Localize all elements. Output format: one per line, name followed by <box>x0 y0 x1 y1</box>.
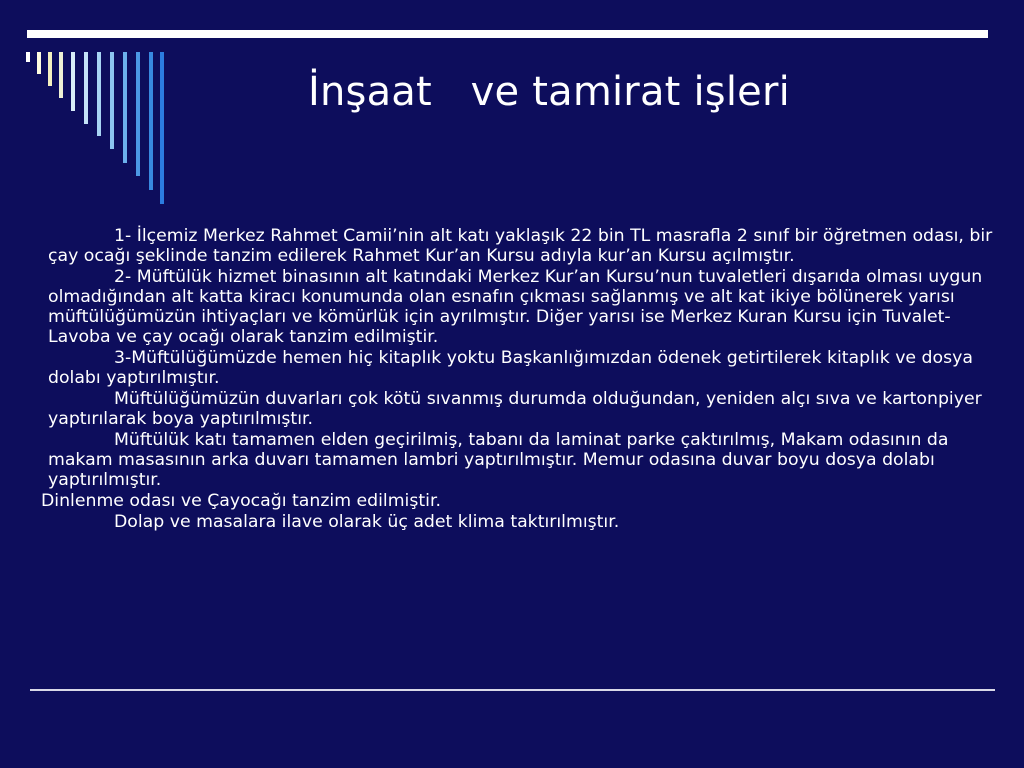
stripe-5 <box>71 52 75 111</box>
stripe-3 <box>48 52 52 86</box>
stripe-9 <box>123 52 127 163</box>
paragraph-6: Dinlenme odası ve Çayocağı tanzim edilmiştir. <box>41 491 441 511</box>
stripe-8 <box>110 52 114 149</box>
paragraph-3: 3-Müftülüğümüzde hemen hiç kitaplık yoktu Başkanlığımızdan ödenek getirtilerek kitaplık ve dosya dolabı yaptırılmıştır. <box>48 348 973 388</box>
decorative-stripes <box>0 0 200 220</box>
stripe-7 <box>97 52 101 136</box>
stripe-10 <box>136 52 140 176</box>
paragraph-2: 2- Müftülük hizmet binasının alt katındaki Merkez Kur’an Kursu’nun tuvaletleri dışarıda olması uygun olmadığından alt katta kiracı konumunda olan esnafın çıkması sağlanmış ve alt kat ikiye bölünerek yarısı müftülüğümüzün ihtiyaçları ve kömürlük için ayrılmıştır. Diğer yarısı ise Merkez Kuran Kursu için Tuvalet-Lavoba ve çay ocağı olarak tanzim edilmiştir. <box>48 267 983 347</box>
slide-body <box>41 226 1003 532</box>
stripe-4 <box>59 52 63 98</box>
paragraph-4: Müftülüğümüzün duvarları çok kötü sıvanmış durumda olduğundan, yeniden alçı sıva ve kartonpiyer yaptırılarak boya yaptırılmıştır. <box>48 389 982 429</box>
paragraph-1: 1- İlçemiz Merkez Rahmet Camii’nin alt katı yaklaşık 22 bin TL masrafla 2 sınıf bir öğretmen odası, bir çay ocağı şeklinde tanzim edilerek Rahmet Kur’an Kursu adıyla kur’an Kursu açılmıştır. <box>48 226 993 266</box>
stripe-11 <box>149 52 153 190</box>
stripe-2 <box>37 52 41 74</box>
stripe-1 <box>26 52 30 62</box>
paragraph-7: Dolap ve masalara ilave olarak üç adet klima taktırılmıştır. <box>114 512 620 532</box>
slide-title: İnşaat ve tamirat işleri <box>308 69 790 115</box>
stripe-12 <box>160 52 164 204</box>
bottom-rule <box>30 689 995 691</box>
paragraph-5: Müftülük katı tamamen elden geçirilmiş, tabanı da laminat parke çaktırılmış, Makam odasının da makam masasının arka duvarı tamamen lambri yaptırılmıştır. Memur odasına duvar boyu dosya dolabı yaptırılmıştır. <box>48 430 949 490</box>
stripe-6 <box>84 52 88 124</box>
